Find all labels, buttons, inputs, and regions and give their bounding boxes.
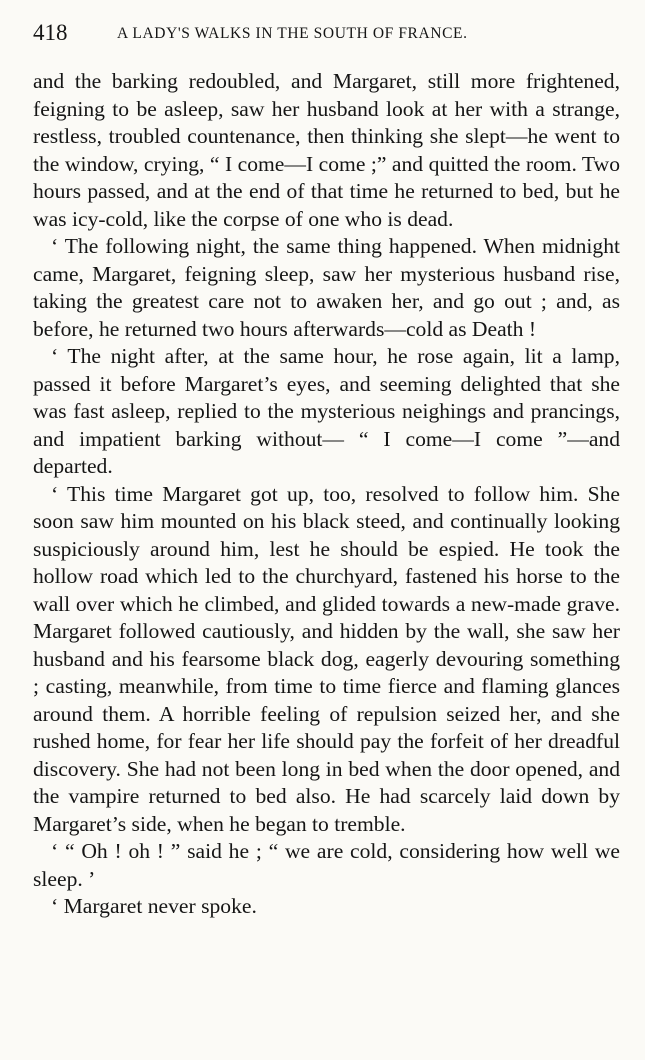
running-head bbox=[33, 18, 623, 48]
paragraph-continued: and the barking redoubled, and Margaret, still more frightened, feigning to be asleep, saw her husband look at her with a strange, restless, troubled countenance, then thinking she slept—he went to the window, crying, “ I come—I come ;” and quitted the room. Two hours passed, and at the end of that time he returned to bed, but he was icy-cold, like the corpse of one who is dead. bbox=[33, 69, 620, 231]
paragraph-margaret-silent: ‘ Margaret never spoke. bbox=[51, 894, 257, 918]
body-text bbox=[33, 68, 620, 921]
paragraph-night-after: ‘ The night after, at the same hour, he rose again, lit a lamp, passed it before Margaret’s eyes, and seeming delighted that she was fast asleep, replied to the mysterious neighings and prancings, and impatient barking without— “ I come—I come ”—and departed. bbox=[33, 344, 620, 478]
running-title: A LADY'S WALKS IN THE SOUTH OF FRANCE. bbox=[117, 25, 468, 42]
paragraph-margaret-follows: ‘ This time Margaret got up, too, resolved to follow him. She soon saw him mounted on his black steed, and continually looking suspiciously around him, lest he should be espied. He took the hollow road which led to the churchyard, fastened his horse to the wall over which he climbed, and glided towards a new-made grave. Margaret followed cautiously, and hidden by the wall, she saw her husband and his fearsome black dog, eagerly devouring something ; casting, meanwhile, from time to time fierce and flaming glances around them. A horrible feeling of repulsion seized her, and she rushed home, for fear her life should pay the forfeit of her dreadful discovery. She had not been long in bed when the door opened, and the vampire returned to bed also. He had scarcely laid down by Margaret’s side, when he began to tremble. bbox=[33, 481, 620, 836]
paragraph-dialogue: ‘ “ Oh ! oh ! ” said he ; “ we are cold, considering how well we sleep. ’ bbox=[33, 839, 620, 891]
paragraph-following-night: ‘ The following night, the same thing happened. When midnight came, Margaret, feigning sleep, saw her mysterious husband rise, taking the greatest care not to awaken her, and go out ; and, as before, he returned two hours afterwards—cold as Death ! bbox=[33, 234, 620, 341]
page-number: 418 bbox=[33, 20, 68, 45]
